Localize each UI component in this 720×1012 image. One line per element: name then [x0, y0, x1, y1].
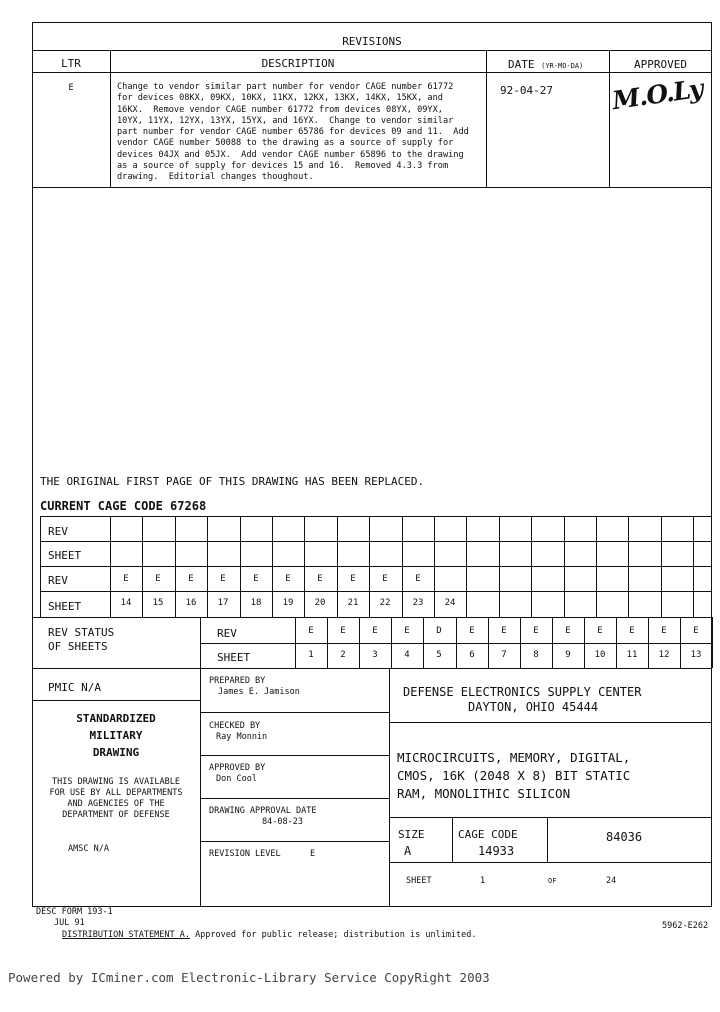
- rev-cell: E: [253, 574, 259, 584]
- status-sheet-cell: 9: [565, 650, 571, 660]
- availability-1: THIS DRAWING IS AVAILABLE: [52, 777, 180, 787]
- status-sheet-cell: 10: [594, 650, 606, 660]
- status-rev-cell: E: [565, 626, 571, 636]
- date-header: [508, 58, 583, 71]
- revision-letter: E: [68, 83, 74, 93]
- rev-cell: E: [382, 574, 388, 584]
- status-sheet-cell: 3: [372, 650, 378, 660]
- status-rev-cell: E: [340, 626, 346, 636]
- sheet-cell: 19: [282, 598, 294, 608]
- amsc: AMSC N/A: [68, 844, 109, 854]
- sheet-cell: 17: [217, 598, 229, 608]
- revision-description: Change to vendor similar part number for vendor CAGE number 61772 for devices 08KX, 09KX, 10KX, 11KX, 12KX, 13KX, 14KX, 15KX, and 16KX. Remove vendor CAGE number 61772 from devices 08YX, 09YX, 10YX, 11YX, 12YX, 13YX, 15YX, and 16YX. Change to vendor similar part number for vendor CAGE number 65786 for devices 09 and 11. Add vendor CAGE number 50088 to the drawing as a source of supply for devices 04JX and 05JX. Add vendor CAGE number 65896 to the drawing as a source of supply for devices 15 and 16. Removed 4.3.3 from drawing. Editorial changes thoughout.: [117, 82, 469, 183]
- status-rev-label: REV: [217, 627, 237, 640]
- size-label: SIZE: [398, 828, 425, 841]
- cage-code-label: CAGE CODE: [458, 828, 518, 841]
- approval-date-label: DRAWING APPROVAL DATE: [209, 806, 317, 816]
- approved-by-label: APPROVED BY: [209, 763, 266, 773]
- cage-code-value: 14933: [478, 844, 515, 858]
- status-rev-cell: E: [469, 626, 475, 636]
- agency-line-1: DEFENSE ELECTRONICS SUPPLY CENTER: [403, 685, 642, 699]
- approval-signature: M.O.Ly: [610, 73, 705, 116]
- title-line-2: CMOS, 16K (2048 X 8) BIT STATIC: [397, 768, 631, 783]
- status-sheet-label: SHEET: [217, 651, 251, 664]
- sheet-cell: 14: [120, 598, 132, 608]
- sheet-cell: 16: [185, 598, 197, 608]
- revisions-title: REVISIONS: [342, 35, 402, 48]
- date-header-label: DATE: [508, 58, 535, 71]
- availability-2: FOR USE BY ALL DEPARTMENTS: [49, 788, 183, 798]
- ltr-header: LTR: [61, 57, 81, 70]
- rev-status-label-2: OF SHEETS: [48, 640, 108, 653]
- sheet-label-2: SHEET: [48, 600, 82, 613]
- rev-cell: E: [415, 574, 421, 584]
- status-rev-cell: D: [436, 626, 442, 636]
- status-rev-cell: E: [372, 626, 378, 636]
- availability-3: AND AGENCIES OF THE: [67, 799, 165, 809]
- sheet-cell: 21: [347, 598, 359, 608]
- checked-name: Ray Monnin: [216, 732, 268, 742]
- rev-cell: E: [317, 574, 323, 584]
- status-sheet-cell: 6: [469, 650, 475, 660]
- availability-4: DEPARTMENT OF DEFENSE: [62, 810, 170, 820]
- pmic: PMIC N/A: [48, 681, 101, 694]
- sheet-cell: 23: [412, 598, 424, 608]
- smd-line-1: STANDARDIZED: [76, 712, 156, 725]
- rev-cell: E: [220, 574, 226, 584]
- current-cage-code: CURRENT CAGE CODE 67268: [40, 499, 207, 513]
- status-sheet-cell: 7: [501, 650, 507, 660]
- status-sheet-cell: 11: [626, 650, 638, 660]
- sheet-cell: 15: [152, 598, 164, 608]
- rev-label-2: REV: [48, 574, 68, 587]
- rev-status-label-1: REV STATUS: [48, 626, 115, 639]
- description-header: DESCRIPTION: [261, 57, 335, 70]
- status-sheet-cell: 8: [533, 650, 539, 660]
- status-rev-cell: E: [661, 626, 667, 636]
- rev-cell: E: [285, 574, 291, 584]
- status-rev-cell: E: [533, 626, 539, 636]
- revision-level-value: E: [310, 849, 316, 859]
- status-sheet-cell: 1: [308, 650, 314, 660]
- sheet-info-of: OF: [548, 877, 557, 885]
- distribution-label: DISTRIBUTION STATEMENT A.: [62, 930, 190, 940]
- status-rev-cell: E: [693, 626, 699, 636]
- revision-level-label: REVISION LEVEL: [209, 849, 281, 859]
- rev-label-1: REV: [48, 525, 68, 538]
- title-line-1: MICROCIRCUITS, MEMORY, DIGITAL,: [397, 750, 631, 765]
- status-sheet-cell: 4: [404, 650, 410, 660]
- approval-date-value: 84-08-23: [262, 817, 303, 827]
- sheet-info-value: 1: [480, 876, 486, 886]
- sheet-cell: 22: [379, 598, 391, 608]
- prepared-label: PREPARED BY: [209, 676, 266, 686]
- date-format: (YR-MO-DA): [541, 62, 584, 70]
- status-rev-cell: E: [404, 626, 410, 636]
- approved-header: APPROVED: [634, 58, 687, 71]
- smd-line-3: DRAWING: [92, 746, 140, 759]
- distribution-text: Approved for public release; distribution is unlimited.: [195, 930, 477, 940]
- form-date: JUL 91: [54, 918, 85, 928]
- distribution-statement: [62, 930, 477, 940]
- revision-date: 92-04-27: [500, 84, 553, 97]
- prepared-name: James E. Jamison: [218, 687, 300, 697]
- status-sheet-cell: 5: [436, 650, 442, 660]
- title-line-3: RAM, MONOLITHIC SILICON: [397, 786, 571, 801]
- status-sheet-cell: 13: [690, 650, 702, 660]
- drawing-number: 84036: [606, 830, 643, 844]
- sheet-label-1: SHEET: [48, 549, 82, 562]
- rev-cell: E: [155, 574, 161, 584]
- status-rev-cell: E: [308, 626, 314, 636]
- sheet-cell: 18: [250, 598, 262, 608]
- replaced-notice: THE ORIGINAL FIRST PAGE OF THIS DRAWING HAS BEEN REPLACED.: [40, 475, 425, 488]
- status-rev-cell: E: [597, 626, 603, 636]
- sheet-cell: 24: [444, 598, 456, 608]
- smd-line-2: MILITARY: [89, 729, 143, 742]
- status-sheet-cell: 12: [658, 650, 670, 660]
- approved-by-name: Don Cool: [216, 774, 257, 784]
- agency-line-2: DAYTON, OHIO 45444: [468, 700, 599, 714]
- sheet-cell: 20: [314, 598, 326, 608]
- status-rev-cell: E: [629, 626, 635, 636]
- rev-cell: E: [188, 574, 194, 584]
- status-sheet-cell: 2: [340, 650, 346, 660]
- sheet-info-total: 24: [606, 876, 617, 886]
- rev-cell: E: [123, 574, 129, 584]
- status-rev-cell: E: [501, 626, 507, 636]
- checked-label: CHECKED BY: [209, 721, 261, 731]
- rev-cell: E: [350, 574, 356, 584]
- form-number: DESC FORM 193-1: [36, 907, 113, 917]
- size-value: A: [404, 844, 412, 858]
- document-code: 5962-E262: [662, 921, 709, 931]
- sheet-info-label: SHEET: [406, 876, 432, 886]
- powered-by-footer: Powered by ICminer.com Electronic-Library Service CopyRight 2003: [8, 970, 490, 985]
